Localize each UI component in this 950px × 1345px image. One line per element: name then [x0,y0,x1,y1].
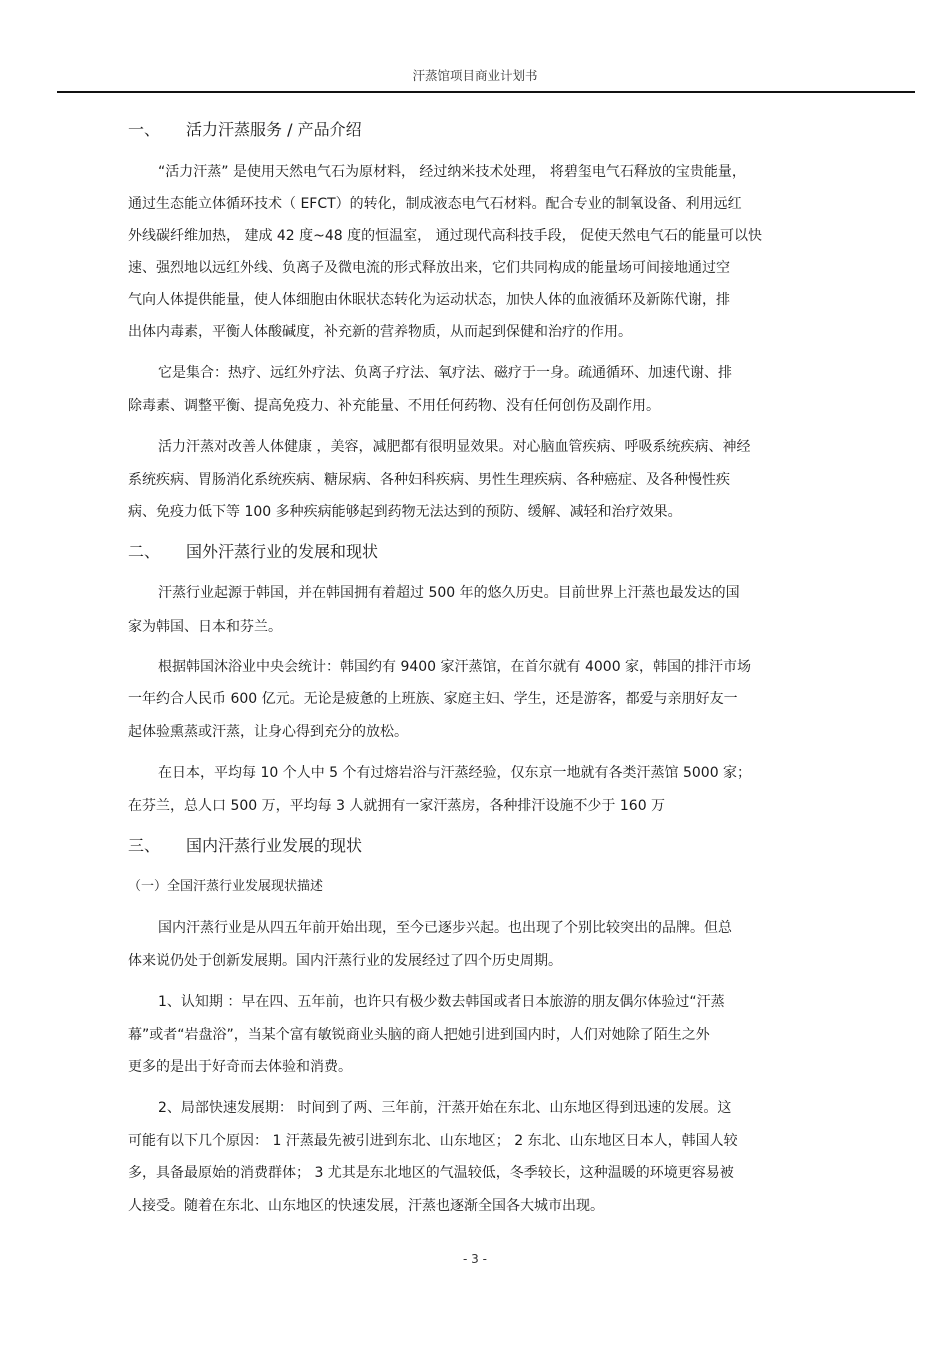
page-header: 汗蒸馆项目商业计划书 [412,68,538,83]
section-title: 国内汗蒸行业发展的现状 [186,836,363,855]
text-line: 出体内毒素，平衡人体酸碱度，补充新的营养物质，从而起到保健和治疗的作用。 [128,324,632,340]
text-line: 多，具备最原始的消费群体； 3 尤其是东北地区的气温较低，冬季较长，这种温暖的环境更容易被 [128,1165,734,1181]
text-line: 气向人体提供能量，使人体细胞由休眠状态转化为运动状态，加快人体的血液循环及新陈代谢，排 [128,292,730,308]
text-line: 可能有以下几个原因： 1 汗蒸最先被引进到东北、山东地区； 2 东北、山东地区日本人，韩国人较 [128,1133,738,1149]
text-line: 通过生态能立体循环技术（ EFCT）的转化，制成液态电气石材料。配合专业的制氧设备、利用远红 [128,196,742,212]
text-line: 体来说仍处于创新发展期。国内汗蒸行业的发展经过了四个历史周期。 [128,953,562,969]
subheading: （一）全国汗蒸行业发展现状描述 [128,879,324,894]
text-line: 1、认知期 ：早在四、五年前，也许只有极少数去韩国或者日本旅游的朋友偶尔体验过“汗蒸 [158,994,725,1010]
text-line: “活力汗蒸” 是使用天然电气石为原材料， 经过纳米技术处理， 将碧玺电气石释放的宝贵能量， [158,164,746,180]
text-line: 根据韩国沐浴业中央会统计：韩国约有 9400 家汗蒸馆，在首尔就有 4000 家，韩国的排汗市场 [158,659,752,675]
section-number: 三、 [128,836,161,855]
header-rule [57,91,915,93]
section-heading-2 [128,542,378,562]
text-line: 幕”或者“岩盘浴”，当某个富有敏锐商业头脑的商人把她引进到国内时，人们对她除了陌生之外 [128,1027,710,1043]
text-line: 外线碳纤维加热， 建成 42 度~48 度的恒温室， 通过现代高科技手段， 促使天然电气石的能量可以快 [128,228,763,244]
text-line: 它是集合：热疗、远红外疗法、负离子疗法、氧疗法、磁疗于一身。疏通循环、加速代谢、排 [158,365,732,381]
section-number: 二、 [128,542,161,561]
section-heading-1 [128,120,362,140]
text-line: 速、强烈地以远红外线、负离子及微电流的形式释放出来，它们共同构成的能量场可间接地通过空 [128,260,730,276]
text-line: 活力汗蒸对改善人体健康 ，美容，减肥都有很明显效果。对心脑血管疾病、呼吸系统疾病、神经 [158,439,751,455]
text-line: 病、免疫力低下等 100 多种疾病能够起到药物无法达到的预防、缓解、减轻和治疗效果。 [128,504,682,520]
text-line: 国内汗蒸行业是从四五年前开始出现，至今已逐步兴起。也出现了个别比较突出的品牌。但总 [158,920,732,936]
text-line: 在日本，平均每 10 个人中 5 个有过熔岩浴与汗蒸经验，仅东京一地就有各类汗蒸馆 5000 家； [158,765,752,781]
text-line: 人接受。随着在东北、山东地区的快速发展，汗蒸也逐渐全国各大城市出现。 [128,1198,604,1214]
section-number: 一、 [128,120,161,139]
section-title: 活力汗蒸服务 / 产品介绍 [186,120,362,139]
text-line: 除毒素、调整平衡、提高免疫力、补充能量、不用任何药物、没有任何创伤及副作用。 [128,398,660,414]
section-title: 国外汗蒸行业的发展和现状 [186,542,379,561]
text-line: 起体验熏蒸或汗蒸，让身心得到充分的放松。 [128,724,408,740]
text-line: 2、局部快速发展期： 时间到了两、三年前，汗蒸开始在东北、山东地区得到迅速的发展。这 [158,1100,732,1116]
text-line: 在芬兰，总人口 500 万，平均每 3 人就拥有一家汗蒸房，各种排汗设施不少于 160 万 [128,798,666,814]
page-number: - 3 - [463,1252,487,1266]
text-line: 更多的是出于好奇而去体验和消费。 [128,1059,352,1075]
section-heading-3 [128,836,362,856]
text-line: 一年约合人民币 600 亿元。无论是疲惫的上班族、家庭主妇、学生，还是游客，都爱与亲朋好友一 [128,691,738,707]
text-line: 家为韩国、日本和芬兰。 [128,619,282,635]
text-line: 系统疾病、胃肠消化系统疾病、糖尿病、各种妇科疾病、男性生理疾病、各种癌症、及各种慢性疾 [128,472,730,488]
text-line: 汗蒸行业起源于韩国，并在韩国拥有着超过 500 年的悠久历史。目前世界上汗蒸也最发达的国 [158,585,740,601]
